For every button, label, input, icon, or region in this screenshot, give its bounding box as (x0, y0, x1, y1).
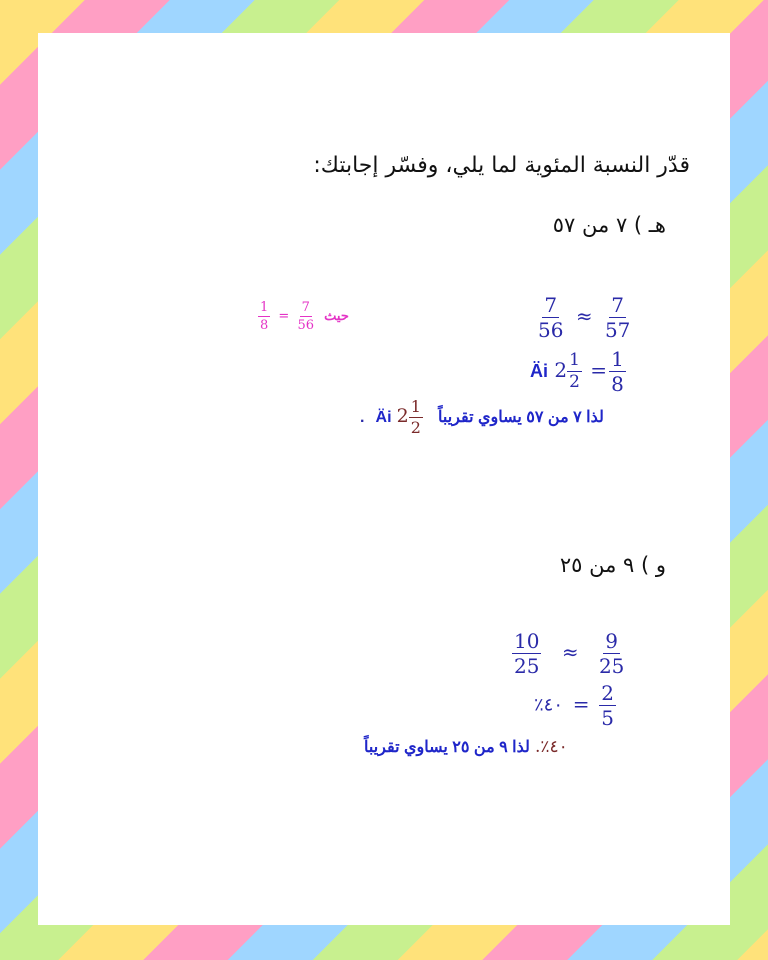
part-h-hint (258, 301, 349, 332)
conclusion-fraction-1-2: $\frac{1}{2}$ (410, 397, 421, 437)
approx-symbol-2: ≈ (561, 640, 579, 664)
garbled-percent-glyph-2: i (543, 361, 549, 381)
fraction-1-8: $\frac{1}{8}$ (611, 347, 624, 396)
conclusion-text-2: لذا ٩ من ٢٥ يساوي تقريباً (364, 739, 530, 756)
part-w-conclusion (354, 737, 568, 757)
part-h-conclusion (360, 399, 604, 436)
hint-fraction-1-8: $\frac{1}{8}$ (260, 300, 269, 333)
conclusion-mixed-whole: 2 (396, 405, 409, 427)
fraction-7-56: $\frac{7}{56}$ (538, 293, 564, 342)
part-h-equation-1 (538, 295, 630, 340)
fraction-7-57: $\frac{7}{57}$ (604, 293, 631, 342)
hint-equals: = (278, 309, 290, 324)
conclusion-percent-value: ٤٠٪. (534, 737, 568, 757)
part-w-equation-1 (512, 631, 624, 676)
approx-symbol: ≈ (575, 304, 593, 328)
equals-symbol-2: = (572, 691, 590, 716)
hint-word: حيث (324, 308, 349, 323)
fraction-1-2: $\frac{1}{2}$ (569, 350, 580, 392)
conclusion-garbled-glyph: Äi (375, 409, 392, 426)
mixed-whole: 2 (554, 358, 568, 382)
fraction-9-25: $\frac{9}{25}$ (598, 629, 625, 678)
conclusion-end-dot: . (360, 409, 365, 426)
equals-symbol: = (590, 358, 608, 382)
part-h-label: هـ ) ٧ من ٥٧ (552, 213, 666, 237)
garbled-percent-glyph: Ä (530, 361, 543, 381)
part-w-label: و ) ٩ من ٢٥ (559, 553, 666, 577)
hint-fraction-7-56: $\frac{7}{56}$ (297, 300, 315, 333)
fraction-2-5: $\frac{2}{5}$ (601, 681, 614, 730)
page-title: قدّر النسبة المئوية لما يلي، وفسّر إجابتك: (313, 153, 690, 178)
part-w-equation-2 (534, 683, 616, 728)
part-h-equation-2 (530, 349, 626, 394)
worksheet-card (38, 33, 730, 925)
conclusion-text: لذا ٧ من ٥٧ يساوي تقريباً (438, 409, 604, 426)
forty-percent: ٪٤٠ (534, 694, 564, 716)
fraction-10-25: $\frac{10}{25}$ (514, 629, 540, 678)
